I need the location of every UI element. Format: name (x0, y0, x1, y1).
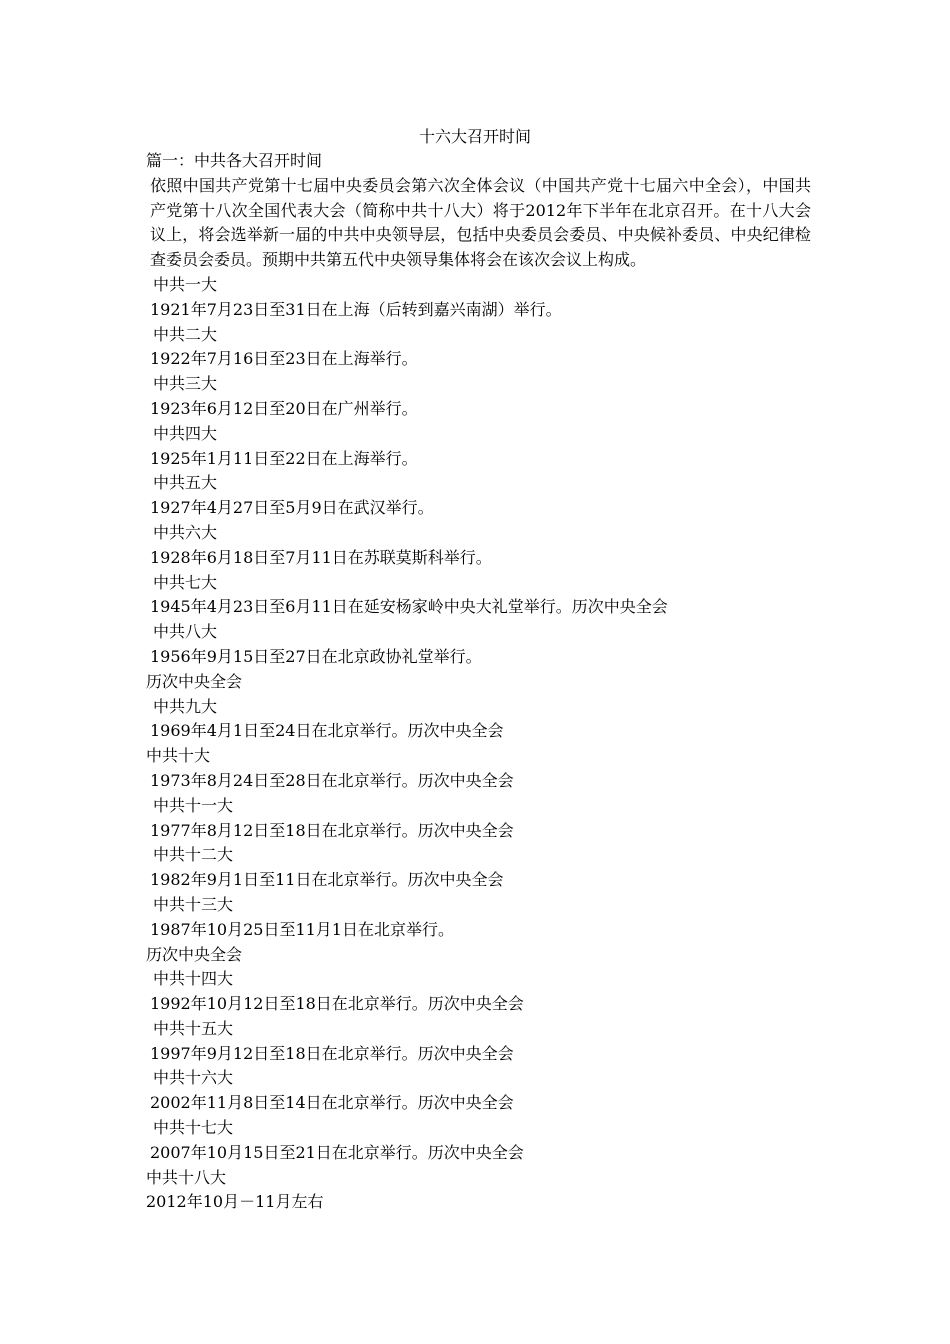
congress-name: 中共十七大 (153, 1118, 234, 1138)
congress-name: 中共十一大 (153, 795, 234, 815)
congress-name: 中共三大 (153, 374, 218, 394)
congress-date: 1922年7月16日至23日在上海举行。 (150, 349, 418, 369)
congress-name: 中共十六大 (153, 1068, 234, 1088)
congress-date: 2007年10月15日至21日在北京举行。历次中央全会 (150, 1142, 524, 1162)
congress-name: 中共十三大 (153, 894, 234, 914)
congress-name: 中共七大 (153, 572, 218, 592)
congress-date: 1928年6月18日至7月11日在苏联莫斯科举行。 (150, 547, 492, 567)
congress-name: 中共一大 (153, 274, 218, 294)
congress-name: 中共十四大 (153, 969, 234, 989)
congress-date: 1925年1月11日至22日在上海举行。 (150, 448, 418, 468)
congress-date: 1982年9月1日至11日在北京举行。历次中央全会 (150, 870, 504, 890)
congress-name: 中共五大 (153, 473, 218, 493)
congress-date: 2012年10月－11月左右 (146, 1192, 324, 1212)
congress-date: 1956年9月15日至27日在北京政协礼堂举行。 (150, 646, 482, 666)
congress-name: 中共九大 (153, 696, 218, 716)
congress-name: 中共十五大 (153, 1018, 234, 1038)
congress-date: 1945年4月23日至6月11日在延安杨家岭中央大礼堂举行。历次中央全会 (150, 597, 668, 617)
congress-name: 中共十二大 (153, 845, 234, 865)
congress-name: 中共四大 (153, 423, 218, 443)
congress-name: 中共十大 (146, 746, 211, 766)
section-note: 历次中央全会 (146, 671, 243, 691)
congress-date: 1992年10月12日至18日在北京举行。历次中央全会 (150, 994, 524, 1014)
congress-date: 1977年8月12日至18日在北京举行。历次中央全会 (150, 820, 514, 840)
congress-date: 1997年9月12日至18日在北京举行。历次中央全会 (150, 1043, 514, 1063)
congress-date: 1921年7月23日至31日在上海（后转到嘉兴南湖）举行。 (150, 299, 562, 319)
congress-date: 1969年4月1日至24日在北京举行。历次中央全会 (150, 721, 504, 741)
document-title: 十六大召开时间 (418, 127, 531, 146)
intro-paragraph: 依照中国共产党第十七届中央委员会第六次全体会议（中国共产党十七届六中全会），中国共产党第十八次全国代表大会（简称中共十八大）将于2012年下半年在北京召开。在十八大会议上，将会选举新一届的中共中央领导层，包括中央委员会委员、中央候补委员、中央纪律检查委员会委员。预期中共第五代中央领导集体将会在该次会议上构成。 (150, 175, 811, 270)
congress-name: 中共二大 (153, 324, 218, 344)
section-note: 历次中央全会 (146, 944, 243, 964)
congress-name: 中共八大 (153, 622, 218, 642)
congress-name: 中共十八大 (146, 1167, 227, 1187)
document-body (146, 149, 811, 1215)
congress-name: 中共六大 (153, 522, 218, 542)
section-heading: 篇一：中共各大召开时间 (146, 151, 323, 170)
congress-date: 1927年4月27日至5月9日在武汉举行。 (150, 498, 434, 518)
congress-date: 1923年6月12日至20日在广州举行。 (150, 398, 418, 418)
congress-date: 1987年10月25日至11月1日在北京举行。 (150, 919, 454, 939)
congress-date: 2002年11月8日至14日在北京举行。历次中央全会 (150, 1093, 514, 1113)
congress-date: 1973年8月24日至28日在北京举行。历次中央全会 (150, 770, 514, 790)
